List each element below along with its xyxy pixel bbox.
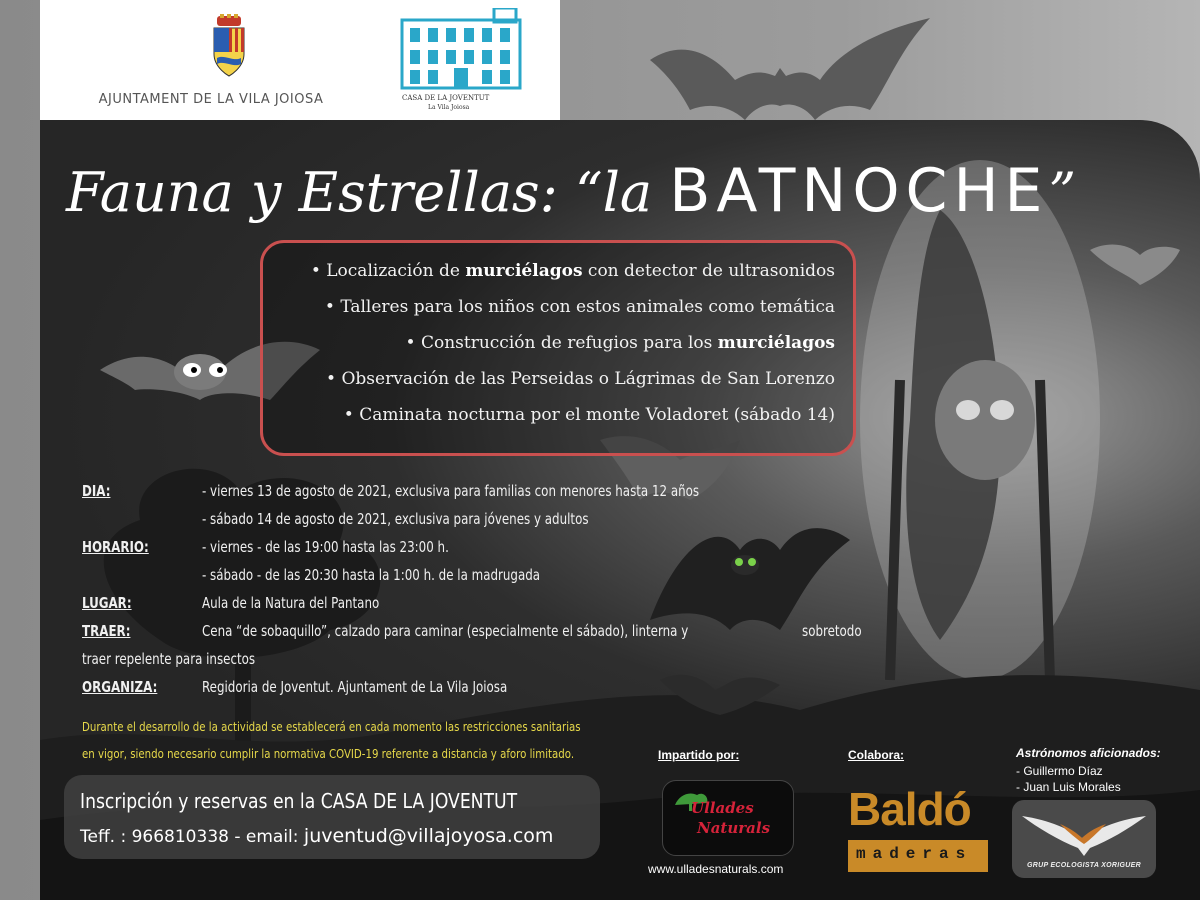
xoriguer-text: GRUP ECOLOGISTA XORIGUER [1027,862,1141,869]
traer-label: TRAER: [82,622,131,640]
dia-line-2: - sábado 14 de agosto de 2021, exclusiva para jóvenes y adultos [202,510,589,528]
ajuntament-logo [80,14,350,114]
colabora-label: Colabora: [848,748,905,762]
email-link[interactable]: juventud@villajoyosa.com [303,825,554,847]
casa-sublabel: La Vila Joiosa [428,104,470,111]
poster-title [66,156,1186,226]
building-icon [398,8,524,92]
naturals-text: Naturals [697,819,771,837]
activity-item: • Observación de las Perseidas o Lágrimas de San Lorenzo [326,369,835,389]
registration-contact [80,825,553,847]
astronomer-2: - Juan Luis Morales [1016,780,1121,794]
activity-item: • Localización de murciélagos con detector de ultrasonidos [310,261,835,281]
covid-notice-line-1: Durante el desarrollo de la actividad se establecerá en cada momento las restricciones sanitarias [82,720,581,734]
traer-line-2: traer repelente para insectos [82,650,256,668]
ullades-url[interactable]: www.ulladesnaturals.com [648,862,784,876]
traer-line-1: Cena “de sobaquillo”, calzado para caminar (especialmente el sábado), linterna y [202,622,689,640]
registration-box [64,775,600,859]
baldo-text: Baldó [848,783,971,835]
horario-label: HORARIO: [82,538,149,556]
organiza-label: ORGANIZA: [82,678,158,696]
xoriguer-logo [1012,800,1156,878]
ullades-naturals-logo [662,780,794,856]
casa-joventut-logo [398,8,528,116]
astronomers-label: Astrónomos aficionados: [1016,746,1161,760]
maderas-band [848,840,988,872]
horario-line-1: - viernes - de las 19:00 hasta las 23:00 h. [202,538,449,556]
activity-item: • Caminata nocturna por el monte Voladoret (sábado 14) [343,405,835,425]
poster-panel [40,120,1200,900]
casa-label: CASA DE LA JOVENTUT [402,94,490,102]
horario-line-2: - sábado - de las 20:30 hasta la 1:00 h. de la madrugada [202,566,541,584]
registration-title: Inscripción y reservas en la CASA DE LA JOVENTUT [80,789,518,813]
title-script: Fauna y Estrellas: “la [66,161,670,224]
title-close-quote: ” [1048,161,1077,224]
lugar-label: LUGAR: [82,594,132,612]
kestrel-icon [1020,806,1148,858]
phone-text: Teff. : 966810338 - email: [80,827,299,847]
covid-notice-line-2: en vigor, siendo necesario cumplir la normativa COVID-19 referente a distancia y aforo limitado. [82,747,575,761]
activity-item: • Talleres para los niños con estos animales como temática [324,297,835,317]
activities-box [260,240,856,456]
organiza-value: Regidoria de Joventut. Ajuntament de La Vila Joiosa [202,678,508,696]
dia-label: DIA: [82,482,111,500]
astronomer-1: - Guillermo Díaz [1016,764,1103,778]
activity-item: • Construcción de refugios para los murciélagos [405,333,835,353]
coat-of-arms-icon [212,14,246,82]
baldo-maderas-logo [848,782,998,882]
lugar-value: Aula de la Natura del Pantano [202,594,380,612]
header-logos [40,0,560,120]
title-batnoche: BATNOCHE [669,156,1049,226]
impartido-label: Impartido por: [658,748,740,762]
ullades-text: Ullades [691,799,754,817]
ajuntament-label: AJUNTAMENT DE LA VILA JOIOSA [98,92,324,107]
traer-line-1b: sobretodo [802,622,862,640]
maderas-text: maderas [856,845,973,863]
dia-line-1: - viernes 13 de agosto de 2021, exclusiva para familias con menores hasta 12 años [202,482,700,500]
